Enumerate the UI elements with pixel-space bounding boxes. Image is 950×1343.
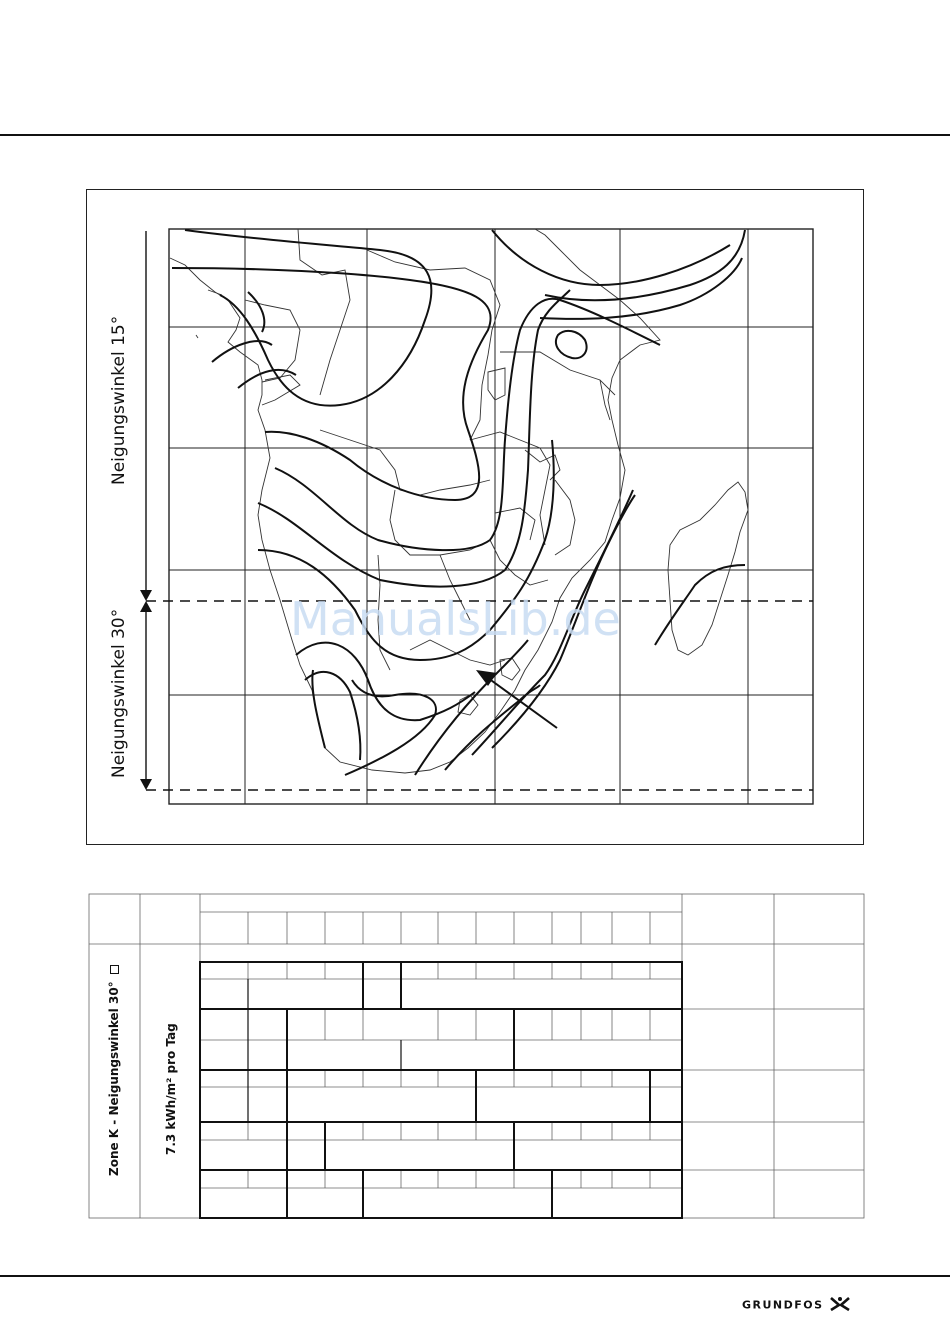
watermark: ManualsLib.de	[290, 592, 621, 646]
grundfos-x-icon	[829, 1296, 851, 1315]
grundfos-logo	[742, 1296, 851, 1315]
label-neigungswinkel-15: Neigungswinkel 15°	[109, 315, 129, 485]
bottom-rule	[0, 1275, 950, 1277]
logo-text: GRUNDFOS	[742, 1298, 824, 1312]
irradiation-label: 7.3 kWh/m² pro Tag	[164, 1023, 178, 1155]
label-neigungswinkel-30: Neigungswinkel 30°	[109, 608, 129, 778]
zone-label	[107, 965, 121, 1176]
box-icon	[110, 965, 119, 974]
zone-label-text: Zone K - Neigungswinkel 30°	[107, 981, 121, 1176]
